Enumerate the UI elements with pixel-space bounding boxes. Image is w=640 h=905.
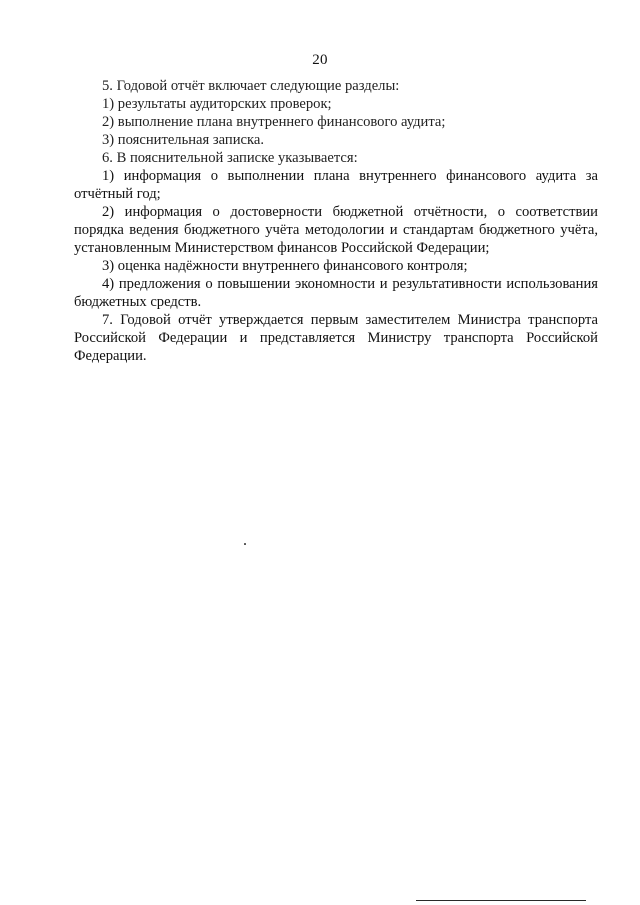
list-item-plan-info: 1) информация о выполнении плана внутреннего финансового аудита за отчётный год; bbox=[74, 168, 598, 202]
document-body bbox=[74, 77, 598, 365]
scan-edge-mark bbox=[416, 900, 586, 901]
list-item-reliability-info: 2) информация о достоверности бюджетной отчётности, о соответствии порядка ведения бюджетного учёта методологии и стандартам бюджетного учёта, установленным Министерством финансов Российской Федерации; bbox=[74, 204, 598, 256]
page-number: 20 bbox=[312, 52, 328, 68]
list-item-audit-results: 1) результаты аудиторских проверок; bbox=[102, 96, 332, 112]
scan-speck bbox=[244, 543, 246, 545]
paragraph-annual-report-sections: 5. Годовой отчёт включает следующие разделы: bbox=[102, 78, 400, 94]
paragraph-report-approval: 7. Годовой отчёт утверждается первым заместителем Министра транспорта Российской Федерации и представляется Министру транспорта Российской Федерации. bbox=[74, 312, 598, 364]
list-item-audit-plan-execution: 2) выполнение плана внутреннего финансового аудита; bbox=[102, 114, 446, 130]
list-item-explanatory-note: 3) пояснительная записка. bbox=[102, 132, 265, 148]
list-item-control-assessment: 3) оценка надёжности внутреннего финансового контроля; bbox=[102, 258, 468, 274]
list-item-efficiency-proposals: 4) предложения о повышении экономности и результативности использования бюджетных средств. bbox=[74, 276, 598, 310]
paragraph-explanatory-note-contents: 6. В пояснительной записке указывается: bbox=[102, 150, 358, 166]
